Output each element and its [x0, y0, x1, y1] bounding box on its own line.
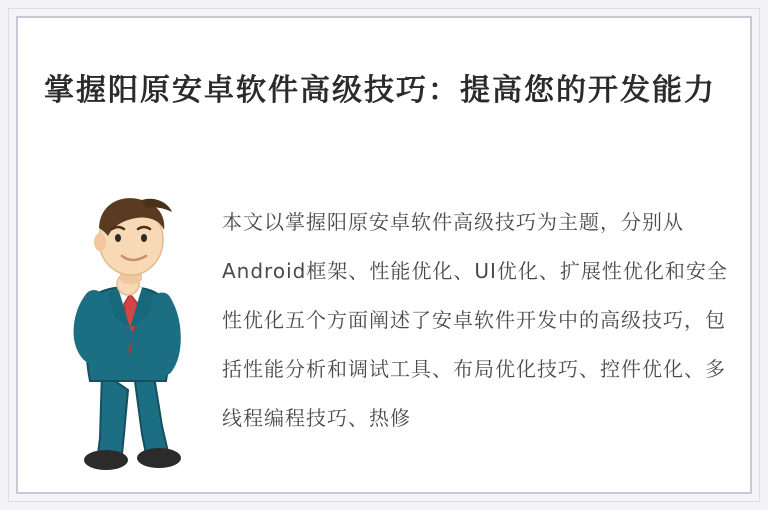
- cartoon-man-thinking-icon: [56, 176, 206, 476]
- page-title: 掌握阳原安卓软件高级技巧：提高您的开发能力: [44, 73, 716, 109]
- body-paragraph: 本文以掌握阳原安卓软件高级技巧为主题，分别从Android框架、性能优化、UI优化、扩展性优化和安全性优化五个方面阐述了安卓软件开发中的高级技巧，包括性能分析和调试工具、布局优化技巧、控件优化、多线程编程技巧、热修: [222, 210, 728, 430]
